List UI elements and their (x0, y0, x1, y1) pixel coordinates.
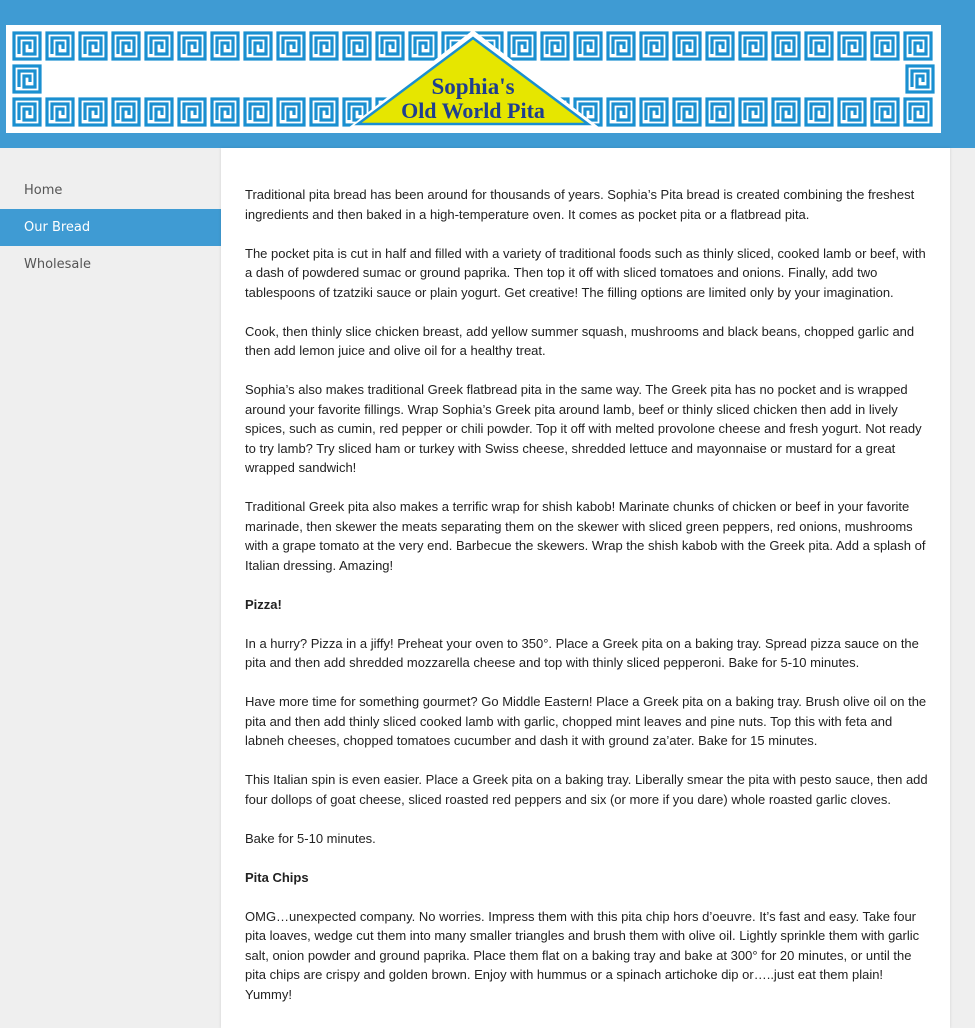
paragraph: Sophia’s also makes traditional Greek flatbread pita in the same way. The Greek pita has no pocket and is wrapped around your favorite fillings. Wrap Sophia’s Greek pita around lamb, beef or thinly sliced chicken then add in lively spices, such as cumin, red pepper or chili powder. Top it off with melted provolone cheese and fresh yogurt. Not ready to try lamb? Try sliced ham or turkey with Swiss cheese, shredded lettuce and mayonnaise or mustard for a great wrapped sandwich! (245, 382, 922, 475)
logo-text-line2: Old World Pita (401, 98, 545, 123)
main-content (221, 148, 950, 1028)
paragraph: The pocket pita is cut in half and filled with a variety of traditional foods such as thinly sliced, cooked lamb or beef, with a dash of powdered sumac or ground paprika. Then top it off with sliced tomatoes and onions. Finally, add two tablespoons of tzatziki sauce or plain yogurt. Get creative! The filling options are limited only by your imagination. (245, 245, 926, 300)
paragraph: Bake for 5-10 minutes. (245, 830, 376, 846)
nav-menu (0, 172, 221, 283)
sidebar (0, 148, 221, 1028)
section-heading: Pizza! (245, 596, 282, 612)
paragraph: Traditional pita bread has been around for thousands of years. Sophia’s Pita bread is created combining the freshest ingredients and then baked in a high-temperature oven. It comes as pocket pita or a flatbread pita. (245, 187, 915, 222)
paragraph: This Italian spin is even easier. Place a Greek pita on a baking tray. Liberally smear the pita with pesto sauce, then add four dollops of goat cheese, sliced roasted red peppers and six (or more if you dare) whole roasted garlic cloves. (245, 772, 928, 807)
nav-item-our-bread[interactable]: Our Bread (0, 209, 221, 246)
paragraph: Have more time for something gourmet? Go Middle Eastern! Place a Greek pita on a baking tray. Brush olive oil on the pita and then add thinly sliced cooked lamb with garlic, chopped mint leaves and pine nuts. Top this with feta and labneh cheeses, chopped tomatoes cucumber and dash it with ground za’ater. Bake for 15 minutes. (245, 694, 927, 748)
paragraph: Cook, then thinly slice chicken breast, add yellow summer squash, mushrooms and black beans, chopped garlic and then add lemon juice and olive oil for a healthy treat. (245, 323, 915, 358)
section-heading: Pita Chips (245, 869, 309, 885)
article-body (245, 185, 929, 1024)
paragraph: Traditional Greek pita also makes a terrific wrap for shish kabob! Marinate chunks of chicken or beef in your favorite marinade, then skewer the meats separating them on the skewer with sliced green peppers, red onions, mushrooms with a grape tomato at the very end. Barbecue the skewers. Wrap the shish kabob with the Greek pita. Add a splash of Italian dressing. Amazing! (245, 499, 926, 573)
logo-text-line1: Sophia's (431, 74, 515, 99)
site-logo-banner[interactable] (6, 25, 941, 133)
greek-key-logo (6, 25, 941, 133)
nav-item-wholesale[interactable]: Wholesale (24, 257, 92, 272)
nav-item-home[interactable]: Home (24, 183, 63, 198)
paragraph: In a hurry? Pizza in a jiffy! Preheat your oven to 350°. Place a Greek pita on a baking tray. Spread pizza sauce on the pita and then add shredded mozzarella cheese and top with thinly sliced pepperoni. Bake for 5-10 minutes. (245, 635, 919, 670)
paragraph: OMG…unexpected company. No worries. Impress them with this pita chip hors d’oeuvre. It’s fast and easy. Take four pita loaves, wedge cut them into many smaller triangles and brush them with olive oil. Lightly sprinkle them with garlic salt, onion powder and ground paprika. Place them flat on a baking tray and bake at 300° for 20 minutes, or until the pita chips are crispy and golden brown. Enjoy with hummus or a spinach artichoke dip or…..just eat them plain! Yummy! (245, 908, 920, 1002)
header-bar (0, 0, 975, 148)
